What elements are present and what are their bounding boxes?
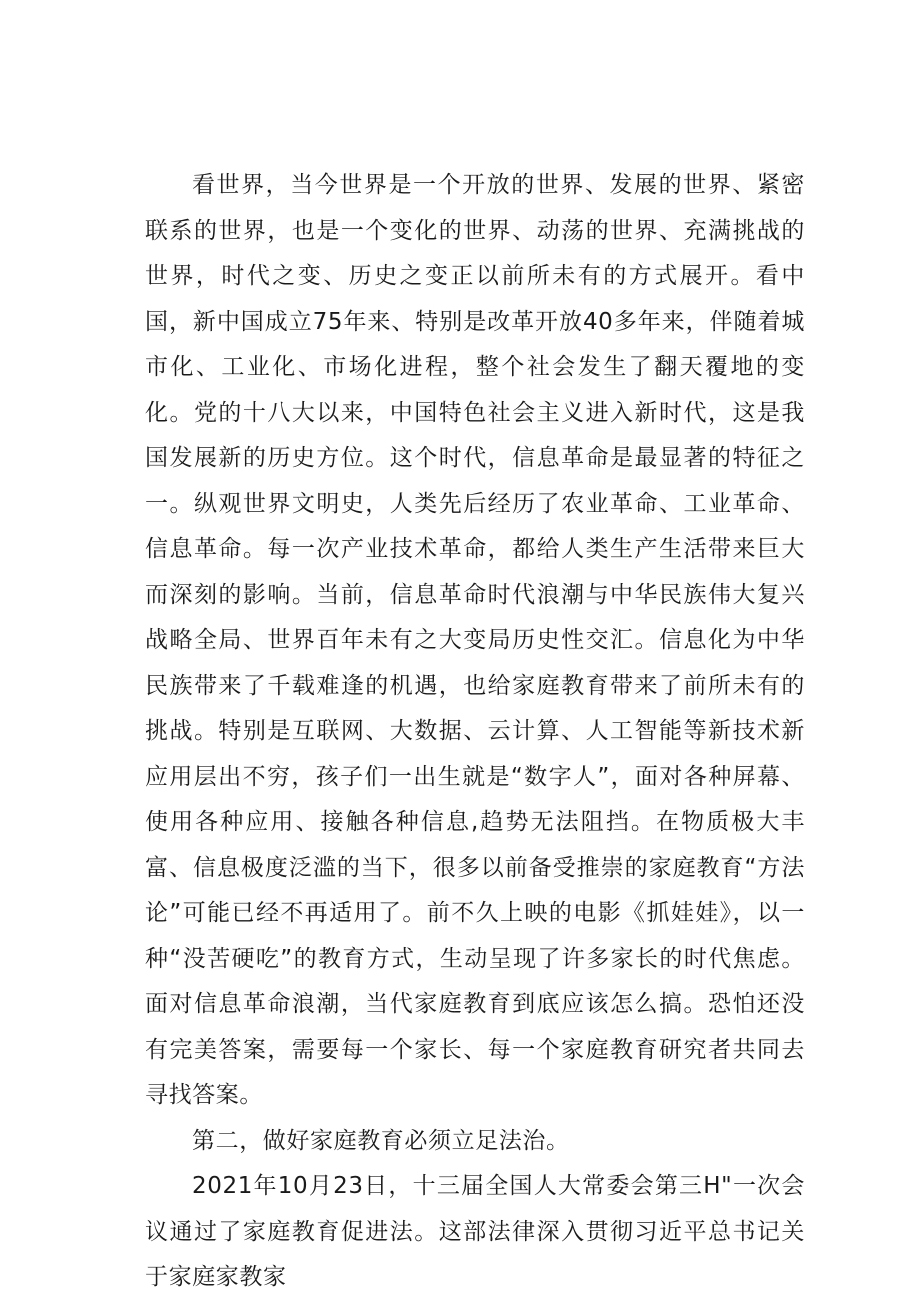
paragraph-world-and-china: 看世界，当今世界是一个开放的世界、发展的世界、紧密联系的世界，也是一个变化的世界、动荡的世界、充满挑战的世界，时代之变、历史之变正以前所未有的方式展开。看中国，新中国成立75年来、特别是改革开放40多年来，伴随着城市化、工业化、市场化进程，整个社会发生了翻天覆地的变化。党的十八大以来，中国特色社会主义进入新时代，这是我国发展新的历史方位。这个时代，信息革命是最显著的特征之一。纵观世界文明史，人类先后经历了农业革命、工业革命、信息革命。每一次产业技术革命，都给人类生产生活带来巨大而深刻的影响。当前，信息革命时代浪潮与中华民族伟大复兴战略全局、世界百年未有之大变局历史性交汇。信息化为中华民族带来了千载难逢的机遇，也给家庭教育带来了前所未有的挑战。特别是互联网、大数据、云计算、人工智能等新技术新应用层出不穷，孩子们一出生就是“数字人”，面对各种屏幕、使用各种应用、接触各种信息,趋势无法阻挡。在物质极大丰富、信息极度泛滥的当下，很多以前备受推崇的家庭教育“方法论”可能已经不再适用了。前不久上映的电影《抓娃娃》，以一种“没苦硬吃”的教育方式，生动呈现了许多家长的时代焦虑。面对信息革命浪潮，当代家庭教育到底应该怎么搞。恐怕还没有完美答案，需要每一个家长、每一个家庭教育研究者共同去寻找答案。: [145, 172, 805, 1108]
paragraph-section-heading: 第二，做好家庭教育必须立足法治。: [192, 1127, 570, 1154]
paragraph-family-education-law: 2021年10月23日，十三届全国人大常委会第三H"一次会议通过了家庭教育促进法。这部法律深入贯彻习近平总书记关于家庭家教家: [145, 1173, 805, 1290]
body-text: [145, 163, 805, 1301]
